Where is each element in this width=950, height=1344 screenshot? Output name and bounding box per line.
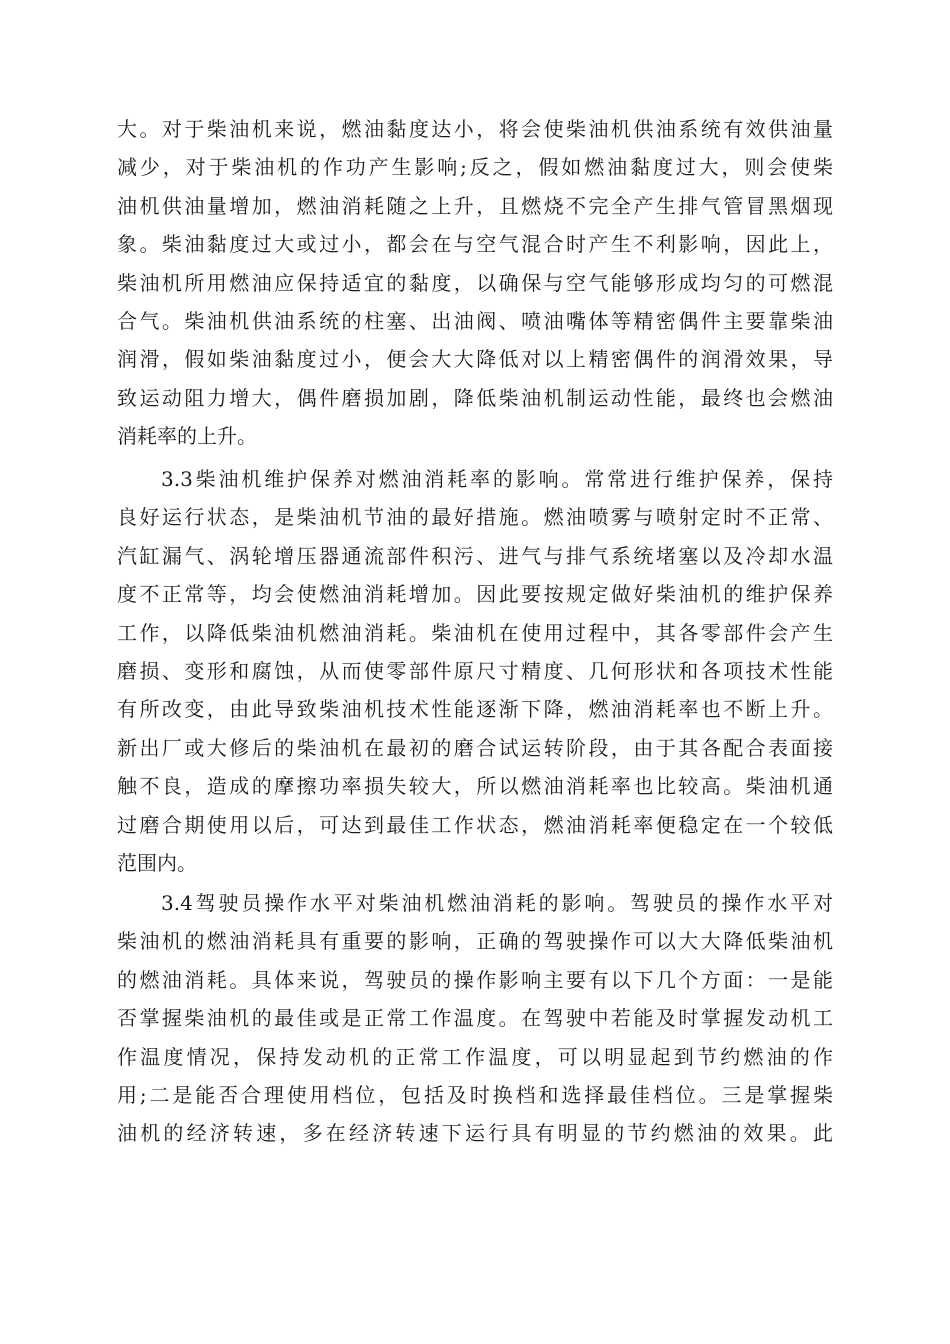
text-line: 触不良，造成的摩擦功率损失较大，所以燃油消耗率也比较高。柴油机通 bbox=[117, 774, 833, 799]
text-line: 油机的经济转速，多在经济转速下运行具有明显的节约燃油的效果。此 bbox=[117, 1121, 833, 1146]
text-line: 润滑，假如柴油黏度过小，便会大大降低对以上精密偶件的润滑效果，导 bbox=[117, 347, 833, 372]
text-line: 范围内。 bbox=[117, 850, 197, 875]
text-line: 柴油机所用燃油应保持适宜的黏度，以确保与空气能够形成均匀的可燃混 bbox=[117, 270, 833, 295]
text-line: 柴油机的燃油消耗具有重要的影响，正确的驾驶操作可以大大降低柴油机 bbox=[117, 929, 833, 954]
text-line: 度不正常等，均会使燃油消耗增加。因此要按规定做好柴油机的维护保养 bbox=[117, 582, 833, 607]
paragraph-maintenance bbox=[117, 460, 833, 882]
text-line: 致运动阻力增大，偶件磨损加剧，降低柴油机制运动性能，最终也会燃油 bbox=[117, 385, 833, 410]
text-line: 用;二是能否合理使用档位，包括及时换档和选择最佳档位。三是掌握柴 bbox=[117, 1082, 833, 1107]
text-line: 有所改变，由此导致柴油机技术性能逐渐下降，燃油消耗率也不断上升。 bbox=[117, 697, 833, 722]
text-line: 合气。柴油机供油系统的柱塞、出油阀、喷油嘴体等精密偶件主要靠柴油 bbox=[117, 308, 833, 333]
text-line: 的燃油消耗。具体来说，驾驶员的操作影响主要有以下几个方面：一是能 bbox=[117, 967, 833, 992]
text-line: 减少，对于柴油机的作功产生影响;反之，假如燃油黏度过大，则会使柴 bbox=[117, 155, 833, 180]
text-line: 3.3柴油机维护保养对燃油消耗率的影响。常常进行维护保养，保持 bbox=[161, 467, 833, 491]
text-line: 新出厂或大修后的柴油机在最初的磨合试运转阶段，由于其各配合表面接 bbox=[117, 735, 833, 760]
paragraph-fuel-viscosity bbox=[117, 110, 833, 456]
paragraph-driver-operation bbox=[117, 884, 833, 1153]
text-line: 磨损、变形和腐蚀，从而使零部件原尺寸精度、几何形状和各项技术性能 bbox=[117, 658, 833, 683]
text-line: 3.4驾驶员操作水平对柴油机燃油消耗的影响。驾驶员的操作水平对 bbox=[161, 891, 833, 915]
text-line: 过磨合期使用以后，可达到最佳工作状态，燃油消耗率便稳定在一个较低 bbox=[117, 812, 833, 837]
text-line: 汽缸漏气、涡轮增压器通流部件积污、进气与排气系统堵塞以及冷却水温 bbox=[117, 543, 833, 568]
text-line: 良好运行状态，是柴油机节油的最好措施。燃油喷雾与喷射定时不正常、 bbox=[117, 505, 833, 530]
text-line: 否掌握柴油机的最佳或是正常工作温度。在驾驶中若能及时掌握发动机工 bbox=[117, 1006, 833, 1031]
text-line: 作温度情况，保持发动机的正常工作温度，可以明显起到节约燃油的作 bbox=[117, 1044, 833, 1069]
text-line: 消耗率的上升。 bbox=[117, 424, 257, 449]
text-line: 油机供油量增加，燃油消耗随之上升，且燃烧不完全产生排气管冒黑烟现 bbox=[117, 193, 833, 218]
text-line: 象。柴油黏度过大或过小，都会在与空气混合时产生不利影响，因此上， bbox=[117, 232, 833, 257]
text-line: 大。对于柴油机来说，燃油黏度达小，将会使柴油机供油系统有效供油量 bbox=[117, 117, 833, 141]
text-line: 工作，以降低柴油机燃油消耗。柴油机在使用过程中，其各零部件会产生 bbox=[117, 620, 833, 645]
